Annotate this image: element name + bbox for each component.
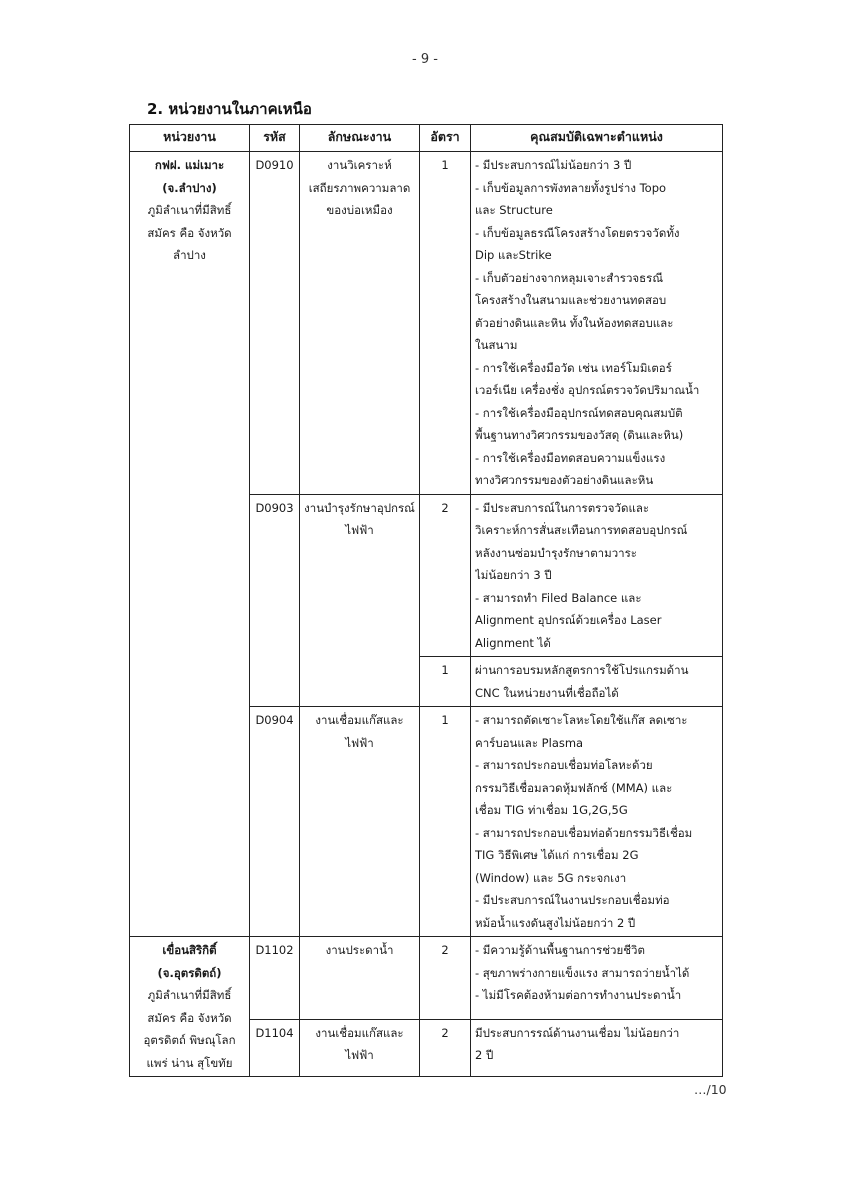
- unit-cell: [130, 152, 250, 937]
- position-task: งานเชื่อมแก๊สและไฟฟ้า: [300, 1019, 420, 1076]
- unit-province: (จ.อุตรดิตถ์): [157, 965, 222, 980]
- qualification-line: - สามารถทำ Filed Balance และ: [475, 590, 642, 605]
- header-unit: หน่วยงาน: [130, 125, 250, 152]
- table-header-row: [130, 125, 723, 152]
- position-code: D1104: [250, 1019, 300, 1076]
- qualification-line: - เก็บข้อมูลธรณีโครงสร้างโดยตรวจวัดทั้ง: [475, 225, 680, 240]
- qualification-line: หลังงานซ่อมบำรุงรักษาตามวาระ: [475, 545, 637, 560]
- qualification-line: CNC ในหน่วยงานที่เชื่อถือได้: [475, 685, 619, 700]
- qualification-line: - ไม่มีโรคต้องห้ามต่อการทำงานประดาน้ำ: [475, 988, 682, 1002]
- qualification-line: - มีประสบการณ์ในงานประกอบเชื่อมท่อ: [475, 893, 670, 907]
- position-rate: 1: [420, 657, 471, 707]
- table-body: [130, 152, 723, 1077]
- qualification-line: Dip และStrike: [475, 248, 552, 262]
- qualification-line: และ Structure: [475, 203, 553, 217]
- position-task: งานประดาน้ำ: [300, 937, 420, 1020]
- qualifications-cell: [471, 937, 723, 1020]
- qualification-line: - สามารถประกอบเชื่อมท่อโลหะด้วย: [475, 758, 653, 772]
- qualification-line: คาร์บอนและ Plasma: [475, 735, 584, 750]
- position-code: D0904: [250, 707, 300, 937]
- qualifications-cell: [471, 1019, 723, 1076]
- position-code: D0910: [250, 152, 300, 495]
- qualification-line: - เก็บตัวอย่างจากหลุมเจาะสำรวจธรณี: [475, 270, 664, 285]
- header-task: ลักษณะงาน: [300, 125, 420, 152]
- qualification-line: 2 ปี: [475, 1048, 494, 1063]
- table-row: [130, 152, 723, 495]
- qualification-line: หม้อน้ำแรงดันสูงไม่น้อยกว่า 2 ปี: [475, 915, 636, 930]
- header-code: รหัส: [250, 125, 300, 152]
- qualification-line: มีประสบการรณ์ด้านงานเชื่อม ไม่น้อยกว่า: [475, 1025, 680, 1040]
- unit-province: (จ.ลำปาง): [162, 180, 217, 195]
- qualification-line: (Window) และ 5G กระจกเงา: [475, 870, 627, 885]
- position-code: D1102: [250, 937, 300, 1020]
- qualifications-cell: [471, 707, 723, 937]
- qualification-line: - การใช้เครื่องมืออุปกรณ์ทดสอบคุณสมบัติ: [475, 405, 683, 420]
- qualification-line: - สามารถตัดเซาะโลหะโดยใช้แก๊ส ลดเซาะ: [475, 713, 688, 727]
- position-rate: 2: [420, 494, 471, 657]
- position-task: งานวิเคราะห์เสถียรภาพความลาดของบ่อเหมือง: [300, 152, 420, 495]
- next-page-marker: …/10: [694, 1082, 727, 1097]
- qualification-line: ไม่น้อยกว่า 3 ปี: [475, 568, 552, 582]
- unit-name: กฟฝ. แม่เมาะ: [154, 158, 225, 172]
- qualification-line: - มีประสบการณ์ในการตรวจวัดและ: [475, 500, 650, 515]
- unit-name: เขื่อนสิริกิติ์: [162, 943, 217, 957]
- unit-cell: [130, 937, 250, 1077]
- position-rate: 2: [420, 937, 471, 1020]
- page-number: - 9 -: [412, 52, 438, 67]
- positions-table: [129, 124, 723, 1077]
- qualification-line: TIG วิธีพิเศษ ได้แก่ การเชื่อม 2G: [475, 848, 639, 862]
- qualification-line: - เก็บข้อมูลการพังทลายทั้งรูปร่าง Topo: [475, 180, 667, 195]
- position-rate: 1: [420, 707, 471, 937]
- qualification-line: - สามารถประกอบเชื่อมท่อด้วยกรรมวิธีเชื่อม: [475, 825, 693, 840]
- qualification-line: ผ่านการอบรมหลักสูตรการใช้โปรแกรมด้าน: [475, 663, 689, 677]
- qualification-line: - มีประสบการณ์ไม่น้อยกว่า 3 ปี: [475, 158, 632, 172]
- qualification-line: วิเคราะห์การสั่นสะเทือนการทดสอบอุปกรณ์: [475, 523, 688, 537]
- position-task: งานเชื่อมแก๊สและไฟฟ้า: [300, 707, 420, 937]
- unit-domicile: ภูมิลำเนาที่มีสิทธิ์สมัคร คือ จังหวัด ลำปาง: [147, 203, 232, 262]
- qualification-line: - มีความรู้ด้านพื้นฐานการช่วยชีวิต: [475, 943, 645, 957]
- qualification-line: พื้นฐานทางวิศวกรรมของวัสดุ (ดินและหิน): [475, 428, 684, 442]
- header-qualifications: คุณสมบัติเฉพาะตำแหน่ง: [471, 125, 723, 152]
- qualification-line: โครงสร้างในสนามและช่วยงานทดสอบ: [475, 293, 667, 307]
- qualification-line: ตัวอย่างดินและหิน ทั้งในห้องทดสอบและ: [475, 315, 674, 330]
- qualification-line: - การใช้เครื่องมือวัด เช่น เทอร์โมมิเตอร์: [475, 360, 672, 375]
- qualification-line: Alignment อุปกรณ์ด้วยเครื่อง Laser: [475, 613, 662, 627]
- qualifications-cell: [471, 657, 723, 707]
- qualification-line: - การใช้เครื่องมือทดสอบความแข็งแรง: [475, 450, 666, 465]
- qualification-line: เชื่อม TIG ท่าเชื่อม 1G,2G,5G: [475, 803, 628, 817]
- qualification-line: กรรมวิธีเชื่อมลวดหุ้มฟลักซ์ (MMA) และ: [475, 780, 673, 795]
- qualification-line: เวอร์เนีย เครื่องชั่ง อุปกรณ์ตรวจวัดปริมาณน้ำ: [475, 383, 700, 397]
- section-heading: 2. หน่วยงานในภาคเหนือ: [147, 100, 312, 118]
- qualification-line: ในสนาม: [475, 338, 518, 352]
- position-rate: 1: [420, 152, 471, 495]
- table-row: [130, 937, 723, 1020]
- qualifications-cell: [471, 152, 723, 495]
- qualification-line: ทางวิศวกรรมของตัวอย่างดินและหิน: [475, 473, 654, 487]
- header-rate: อัตรา: [420, 125, 471, 152]
- position-rate: 2: [420, 1019, 471, 1076]
- qualification-line: - สุขภาพร่างกายแข็งแรง สามารถว่ายน้ำได้: [475, 965, 690, 980]
- unit-domicile: ภูมิลำเนาที่มีสิทธิ์สมัคร คือ จังหวัด อุตรดิตถ์ พิษณุโลก แพร่ น่าน สุโขทัย: [143, 988, 236, 1070]
- qualifications-cell: [471, 494, 723, 657]
- qualification-line: Alignment ได้: [475, 635, 551, 650]
- position-task: งานบำรุงรักษาอุปกรณ์ไฟฟ้า: [300, 494, 420, 707]
- position-code: D0903: [250, 494, 300, 707]
